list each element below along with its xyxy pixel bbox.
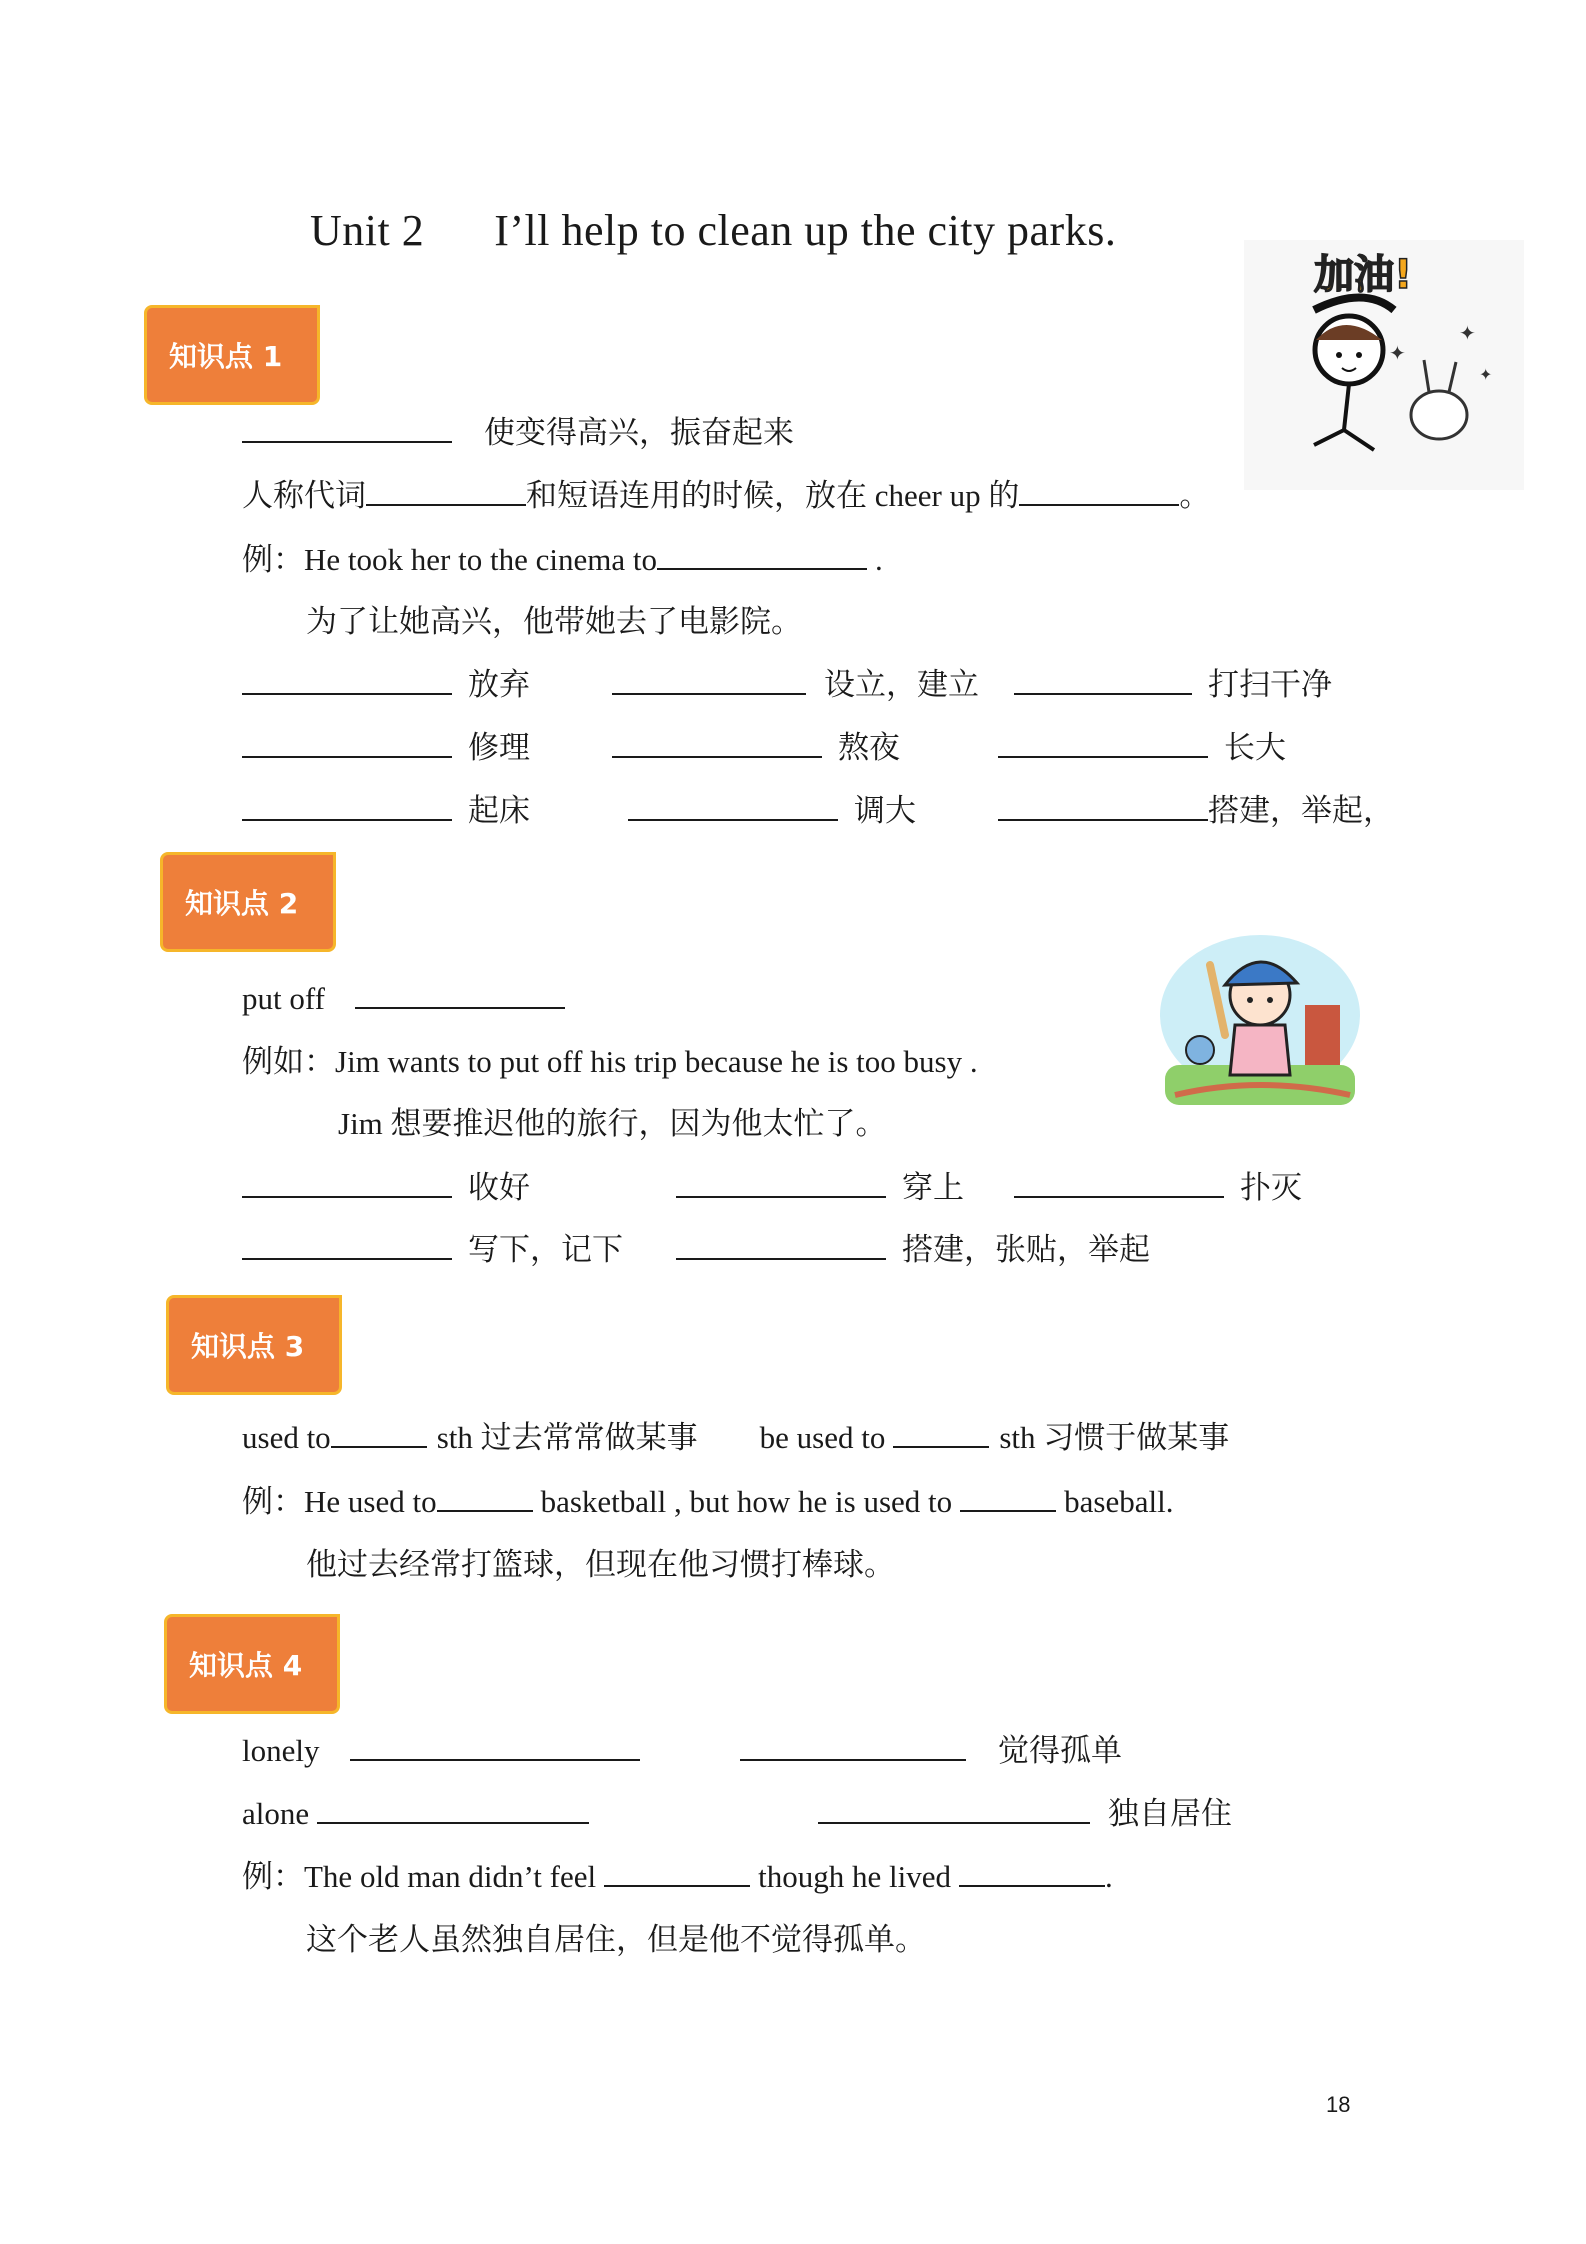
s1-translation: 为了让她高兴，他带她去了电影院。	[306, 604, 802, 639]
answer-blank[interactable]	[366, 478, 526, 506]
answer-blank[interactable]	[437, 1484, 533, 1512]
s2-phrase: put off	[242, 979, 565, 1019]
answer-blank[interactable]	[740, 1733, 966, 1761]
answer-blank[interactable]	[242, 730, 452, 758]
s1-row3-b: 调大	[628, 791, 916, 831]
s2-example: 例如：Jim wants to put off his trip because he is too busy .	[242, 1044, 978, 1079]
answer-blank[interactable]	[960, 1484, 1056, 1512]
section-badge-3: 知识点 3	[166, 1295, 342, 1395]
section-badge-1: 知识点 1	[144, 305, 320, 405]
answer-blank[interactable]	[604, 1859, 750, 1887]
s3-usage: used to sth 过去常常做某事 be used to sth 习惯于做某事	[242, 1420, 1230, 1455]
answer-blank[interactable]	[676, 1232, 886, 1260]
answer-blank[interactable]	[998, 730, 1208, 758]
answer-blank[interactable]	[242, 667, 452, 695]
s2-row1-b: 穿上	[676, 1168, 964, 1208]
answer-blank[interactable]	[1019, 478, 1179, 506]
s1-row1-b: 设立，建立	[612, 665, 979, 705]
answer-blank[interactable]	[1014, 1170, 1224, 1198]
s1-row2-b: 熬夜	[612, 728, 900, 768]
answer-blank[interactable]	[628, 793, 838, 821]
answer-blank[interactable]	[959, 1859, 1105, 1887]
s2-row2-b: 搭建，张贴，举起	[676, 1230, 1150, 1270]
answer-blank[interactable]	[317, 1796, 589, 1824]
svg-text:✦: ✦	[1459, 323, 1476, 345]
answer-blank[interactable]	[676, 1170, 886, 1198]
s1-row3-a: 起床	[242, 791, 530, 831]
s1-example: 例：He took her to the cinema to .	[242, 542, 883, 577]
s2-row1-c: 扑灭	[1014, 1168, 1302, 1208]
s2-translation: Jim 想要推迟他的旅行，因为他太忙了。	[338, 1106, 887, 1141]
s1-row2-a: 修理	[242, 728, 530, 768]
answer-blank[interactable]	[242, 793, 452, 821]
page-number: 18	[1326, 2092, 1351, 2117]
answer-blank[interactable]	[242, 1232, 452, 1260]
s4-lonely-meaning: 觉得孤单	[740, 1731, 1122, 1771]
s4-alone-meaning: 独自居住	[818, 1794, 1232, 1834]
s1-row1-c: 打扫干净	[1014, 665, 1332, 705]
cheer-illustration	[1244, 240, 1524, 490]
page-title	[310, 205, 1116, 256]
answer-blank[interactable]	[612, 730, 822, 758]
answer-blank[interactable]	[355, 981, 565, 1009]
svg-text:✦: ✦	[1389, 343, 1406, 365]
cheer-text: 加油!	[1314, 252, 1413, 298]
baseball-girl-illustration	[1155, 925, 1365, 1115]
s1-line2: 人称代词 和短语连用的时候，放在 cheer up 的 。	[242, 478, 1211, 513]
answer-blank[interactable]	[242, 1170, 452, 1198]
answer-blank[interactable]	[893, 1420, 989, 1448]
answer-blank[interactable]	[612, 667, 806, 695]
section-badge-2: 知识点 2	[160, 852, 336, 952]
s1-line1: 使变得高兴，振奋起来	[242, 413, 794, 453]
s4-lonely: lonely	[242, 1731, 640, 1771]
answer-blank[interactable]	[998, 793, 1208, 821]
s1-row3-c: 搭建，举起，	[998, 791, 1394, 831]
unit-title: I’ll help to clean up the city parks.	[494, 206, 1117, 255]
s1-row2-c: 长大	[998, 728, 1286, 768]
s2-row1-a: 收好	[242, 1168, 530, 1208]
s1-row1-a: 放弃	[242, 665, 530, 705]
answer-blank[interactable]	[1014, 667, 1192, 695]
answer-blank[interactable]	[331, 1420, 427, 1448]
s4-alone: alone	[242, 1794, 589, 1834]
s3-example: 例：He used to basketball , but how he is used to baseball.	[242, 1484, 1174, 1519]
s4-example: 例：The old man didn’t feel though he lived .	[242, 1859, 1113, 1894]
answer-blank[interactable]	[657, 542, 867, 570]
s4-translation: 这个老人虽然独自居住，但是他不觉得孤单。	[306, 1922, 926, 1957]
answer-blank[interactable]	[818, 1796, 1090, 1824]
s2-row2-a: 写下，记下	[242, 1230, 623, 1270]
svg-text:✦: ✦	[1479, 367, 1493, 384]
section-badge-4: 知识点 4	[164, 1614, 340, 1714]
answer-blank[interactable]	[350, 1733, 640, 1761]
unit-label: Unit 2	[310, 206, 425, 255]
answer-blank[interactable]	[242, 415, 452, 443]
s3-translation: 他过去经常打篮球，但现在他习惯打棒球。	[306, 1547, 895, 1582]
